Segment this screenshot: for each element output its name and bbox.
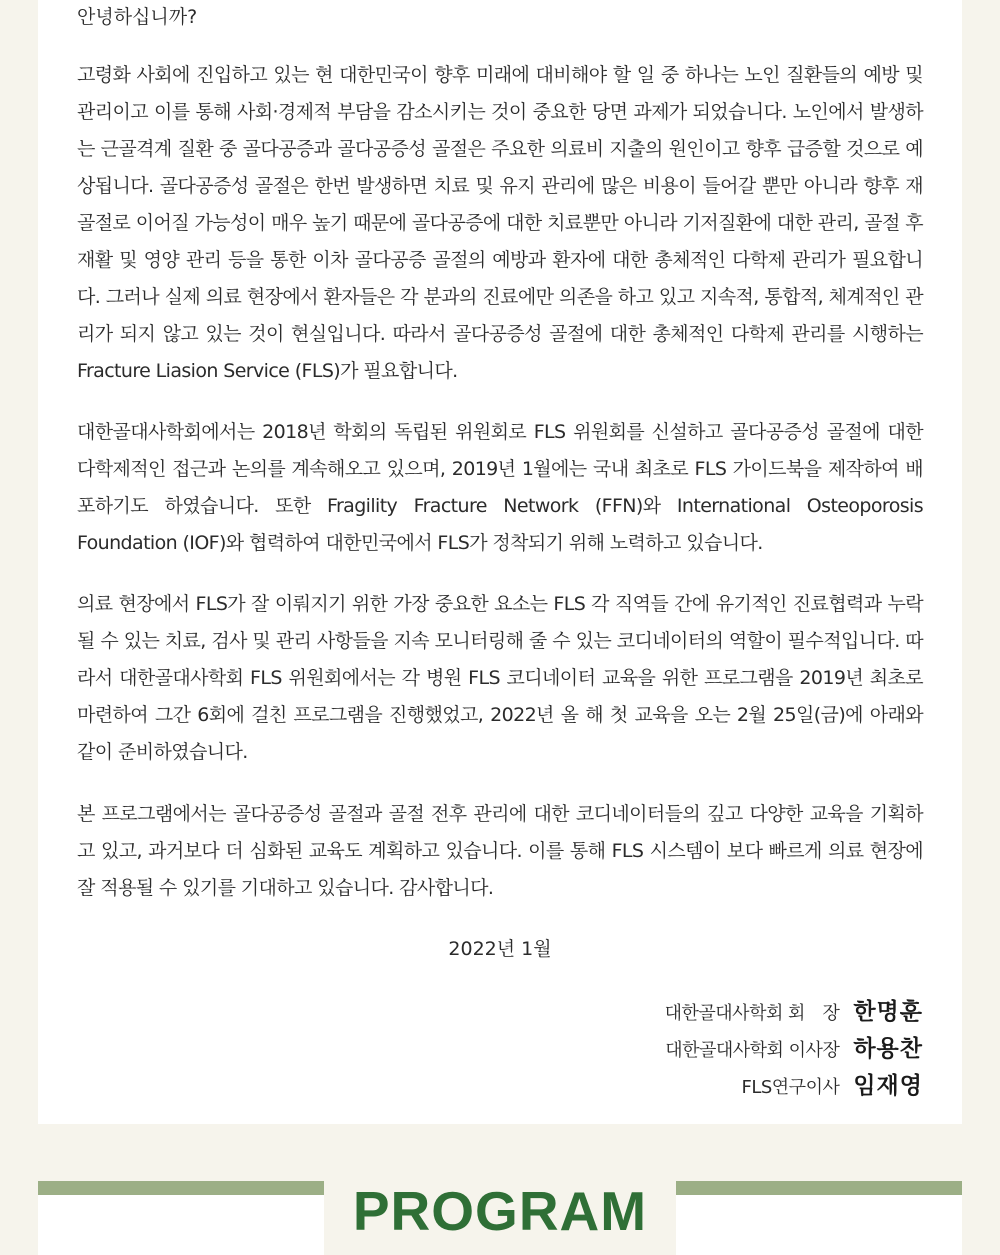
program-heading: PROGRAM <box>352 1180 648 1242</box>
letter-card <box>38 0 962 1124</box>
divider-band-right <box>676 1181 962 1195</box>
signature-row <box>665 993 923 1030</box>
signature-title: 대한골대사학회 회 장 <box>664 1003 840 1024</box>
divider-band-left <box>38 1181 324 1195</box>
paragraph-2: 대한골대사학회에서는 2018년 학회의 독립된 위원회로 FLS 위원회를 신설하고 골다공증성 골절에 대한 다학제적인 접근과 논의를 계속해오고 있으며, 2019년 1월에는 국내 최초로 FLS 가이드북을 제작하여 배포하기도 하였습니다. 또한 Fragility Fracture Network (FFN)와 International Osteoporosis Foundation (IOF)와 협력하여 대한민국에서 FLS가 정착되기 위해 노력하고 있습니다. <box>77 421 923 554</box>
signature-name: 하용찬 <box>853 1036 923 1062</box>
program-panel-right <box>676 1195 962 1255</box>
signature-title: 대한골대사학회 이사장 <box>665 1040 840 1061</box>
signature-name: 임재영 <box>853 1073 923 1099</box>
paragraph-3: 의료 현장에서 FLS가 잘 이뤄지기 위한 가장 중요한 요소는 FLS 각 직역들 간에 유기적인 진료협력과 누락될 수 있는 치료, 검사 및 관리 사항들을 지속 모니터링해 줄 수 있는 코디네이터의 역할이 필수적입니다. 따라서 대한골대사학회 FLS 위원회에서는 각 병원 FLS 코디네이터 교육을 위한 프로그램을 2019년 최초로 마련하여 그간 6회에 걸친 프로그램을 진행했었고, 2022년 올 해 첫 교육을 오는 2월 25일(금)에 아래와 같이 준비하였습니다. <box>77 593 923 763</box>
program-panel-left <box>38 1195 324 1255</box>
signature-block <box>665 993 923 1104</box>
signature-row <box>665 1067 923 1104</box>
signature-row <box>665 1030 923 1067</box>
greeting: 안녕하십니까? <box>77 6 198 28</box>
signature-name: 한명훈 <box>853 999 923 1025</box>
letter-body <box>77 0 923 1099</box>
paragraph-4: 본 프로그램에서는 골다공증성 골절과 골절 전후 관리에 대한 코디네이터들의 깊고 다양한 교육을 기획하고 있고, 과거보다 더 심화된 교육도 계획하고 있습니다. 이를 통해 FLS 시스템이 보다 빠르게 의료 현장에 잘 적용될 수 있기를 기대하고 있습니다. 감사합니다. <box>77 803 923 899</box>
signature-title: FLS연구이사 <box>741 1077 840 1098</box>
paragraph-1: 고령화 사회에 진입하고 있는 현 대한민국이 향후 미래에 대비해야 할 일 중 하나는 노인 질환들의 예방 및 관리이고 이를 통해 사회·경제적 부담을 감소시키는 것이 중요한 당면 과제가 되었습니다. 노인에서 발생하는 근골격계 질환 중 골다공증과 골다공증성 골절은 주요한 의료비 지출의 원인이고 향후 급증할 것으로 예상됩니다. 골다공증성 골절은 한번 발생하면 치료 및 유지 관리에 많은 비용이 들어갈 뿐만 아니라 향후 재골절로 이어질 가능성이 매우 높기 때문에 골다공증에 대한 치료뿐만 아니라 기저질환에 대한 관리, 골절 후 재활 및 영양 관리 등을 통한 이차 골다공증 골절의 예방과 환자에 대한 총체적인 다학제 관리가 필요합니다. 그러나 실제 의료 현장에서 환자들은 각 분과의 진료에만 의존을 하고 있고 지속적, 통합적, 체계적인 관리가 되지 않고 있는 것이 현실입니다. 따라서 골다공증성 골절에 대한 총체적인 다학제 관리를 시행하는 Fracture Liasion Service (FLS)가 필요합니다. <box>77 64 923 382</box>
letter-date: 2022년 1월 <box>448 938 552 960</box>
